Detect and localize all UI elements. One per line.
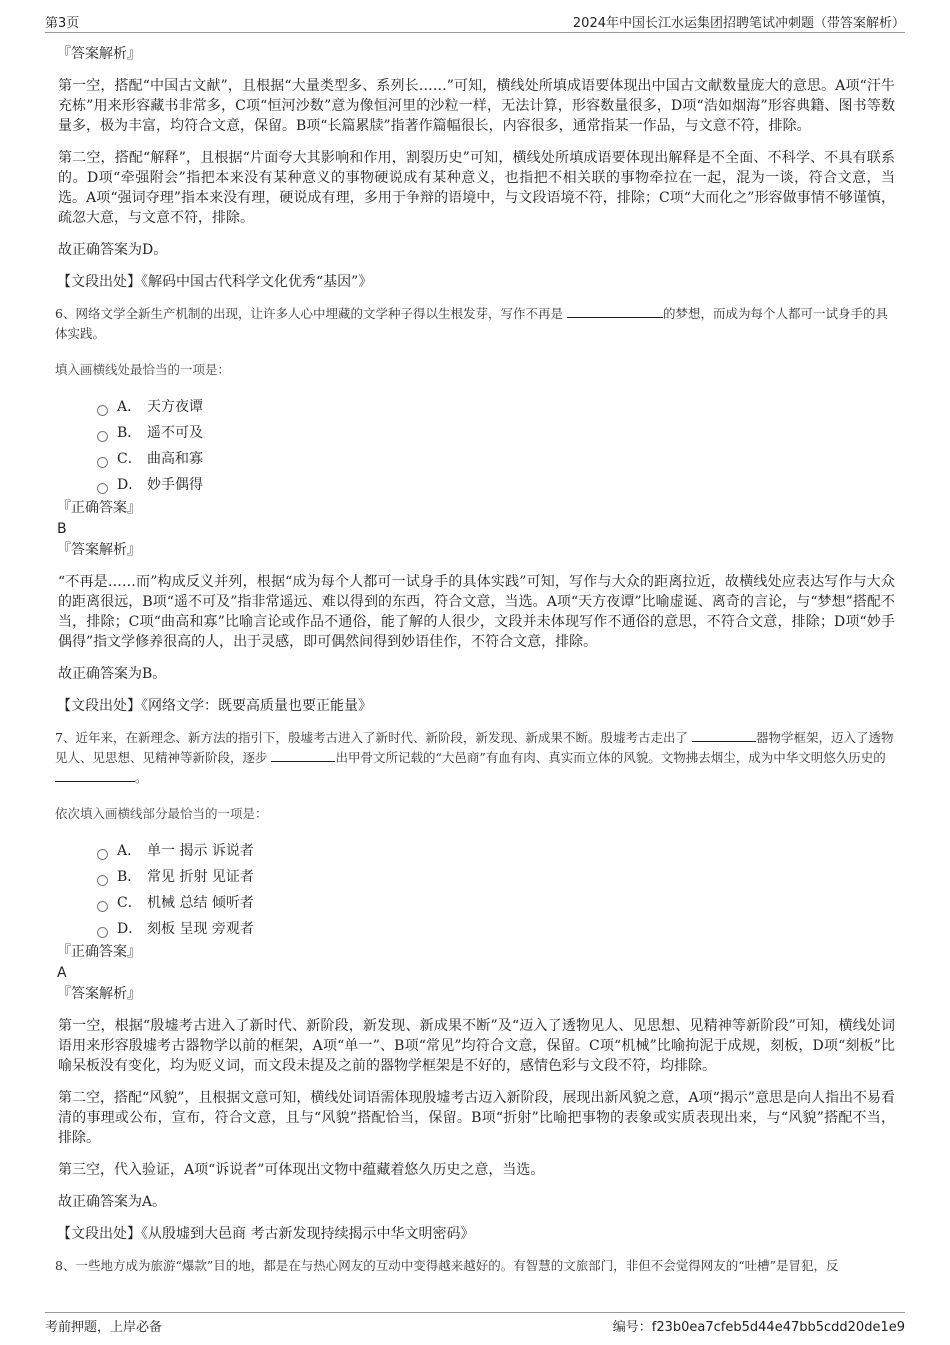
source-title: 《网络文学：既要高质量也要正能量》 (141, 698, 372, 714)
analysis-heading: 『答案解析』 (57, 986, 141, 1002)
radio-icon[interactable] (97, 901, 108, 912)
fill-blank (271, 749, 335, 762)
q7-option-a[interactable] (97, 838, 895, 864)
radio-icon[interactable] (97, 405, 108, 416)
option-text: 天方夜谭 (147, 399, 203, 415)
q7-stem-part: 。 (135, 770, 148, 785)
q6-stem-part: 6、网络文学全新生产机制的出现，让许多人心中埋藏的文学种子得以生根发芽，写作不再是 (55, 306, 567, 321)
q7-analysis-p1: 第一空，根据“殷墟考古进入了新时代、新阶段，新发现、新成果不断”及“迈入了透物见人、见思想、见精神等新阶段”可知，横线处词语用来形容殷墟考古器物学以前的框架，A项“单一”、B项“常见”均符合文意，保留。C项“机械”比喻拘泥于成规，刻板，D项“刻板”比喻呆板没有变化，均为贬义词，而文段未提及之前的器物学框架是不好的，感情色彩与文段不符，均排除。 (58, 1018, 895, 1074)
option-letter: A． (117, 399, 142, 415)
source-label: 【文段出处】 (57, 698, 141, 714)
q7-analysis-p2: 第二空，搭配“风貌”，且根据文意可知，横线处词语需体现殷墟考古迈入新阶段，展现出新风貌之意，A项“揭示”意思是向人指出不易看清的事理或公布，宣布，符合文意，且与“风貌”搭配恰当，保留。B项“折射”比喻把事物的表象或实质表现出来，与“风貌”搭配不当，排除。 (58, 1090, 895, 1146)
q7-answer: A (57, 965, 67, 981)
option-letter: D． (117, 921, 143, 937)
q6-option-c[interactable] (97, 446, 895, 472)
correct-answer-heading: 『正确答案』 (57, 944, 141, 960)
option-letter: C． (117, 451, 142, 467)
q6-stem-part: 的梦想，而成为每个人都可一试身手的具体实践。 (55, 306, 888, 341)
code-label: 编号： (612, 1320, 652, 1335)
source-title: 《解码中国古代科学文化优秀“基因”》 (141, 274, 373, 290)
analysis-heading: 『答案解析』 (57, 542, 141, 558)
q7-stem-part: 7、近年来，在新理念、新方法的指引下，殷墟考古进入了新时代、新阶段，新发现、新成果不断。殷墟考古走出了 (55, 730, 692, 745)
q5-conclusion: 故正确答案为D。 (58, 242, 168, 258)
option-text: 刻板 呈现 旁观者 (147, 921, 254, 937)
option-text: 曲高和寡 (147, 451, 203, 467)
radio-icon[interactable] (97, 849, 108, 860)
q6-options (97, 394, 895, 498)
q7-options (97, 838, 895, 942)
q5-source (57, 272, 895, 292)
q5-analysis-p2: 第二空，搭配“解释”，且根据“片面夸大其影响和作用，割裂历史”可知，横线处所填成语要体现出解释是不全面、不科学、不具有联系的。D项“牵强附会”指把本来没有某种意义的事物硬说成有某种意义，也指把不相关联的事物牵拉在一起，混为一谈，符合文意，当选。A项“强词夺理”指本来没有理，硬说成有理，多用于争辩的语境中，与文段语境不符，排除；C项“大而化之”形容做事情不够谨慎，疏忽大意，与文意不符，排除。 (58, 150, 895, 226)
q6-answer: B (57, 521, 67, 537)
page-footer (45, 1312, 905, 1335)
q7-analysis-p3: 第三空，代入验证，A项“诉说者”可体现出文物中蕴藏着悠久历史之意，当选。 (58, 1162, 545, 1178)
page-number: 第3页 (45, 16, 80, 31)
radio-icon[interactable] (97, 457, 108, 468)
fill-blank (692, 729, 756, 742)
option-letter: D． (117, 477, 143, 493)
document-code (613, 1316, 905, 1335)
option-text: 妙手偶得 (147, 477, 203, 493)
option-text: 遥不可及 (147, 425, 203, 441)
option-letter: A． (117, 843, 142, 859)
q7-stem-part: 出甲骨文所记载的“大邑商”有血有肉、真实而立体的风貌。文物拂去烟尘，成为中华文明悠久历史的 (335, 750, 886, 765)
option-text: 单一 揭示 诉说者 (147, 843, 254, 859)
q7-option-c[interactable] (97, 890, 895, 916)
option-letter: B． (117, 425, 142, 441)
q7-source (57, 1224, 895, 1244)
q7-stem (55, 728, 895, 788)
option-text: 常见 折射 见证者 (147, 869, 254, 885)
q6-conclusion: 故正确答案为B。 (58, 666, 167, 682)
radio-icon[interactable] (97, 927, 108, 938)
q6-analysis-p1: “不再是……而”构成反义并列，根据“成为每个人都可一试身手的具体实践”可知，写作与大众的距离拉近，故横线处应表达写作与大众的距离很远，B项“遥不可及”指非常遥远、难以得到的东西，符合文意，当选。A项“天方夜谭”比喻虚诞、离奇的言论，与“梦想”搭配不当，排除；C项“曲高和寡”比喻言论或作品不通俗，能了解的人很少，文段并未体现写作不通俗的意思，不符合文意，排除；D项“妙手偶得”指文学修养很高的人，出于灵感，即可偶然间得到妙语佳作，不符合文意，排除。 (58, 574, 895, 650)
option-text: 机械 总结 倾听者 (147, 895, 254, 911)
option-letter: B． (117, 869, 142, 885)
q6-option-d[interactable] (97, 472, 895, 498)
option-letter: C． (117, 895, 142, 911)
q6-stem (55, 304, 895, 344)
radio-icon[interactable] (97, 431, 108, 442)
fill-blank (567, 305, 663, 318)
q6-prompt: 填入画横线处最恰当的一项是： (55, 362, 231, 377)
source-label: 【文段出处】 (57, 1226, 141, 1242)
q7-option-d[interactable] (97, 916, 895, 942)
page-header (45, 12, 905, 33)
fill-blank (55, 769, 135, 782)
radio-icon[interactable] (97, 875, 108, 886)
q7-prompt: 依次填入画横线部分最恰当的一项是： (55, 806, 268, 821)
q6-source (57, 696, 895, 716)
q5-analysis-p1: 第一空，搭配“中国古文献”，且根据“大量类型多、系列长……”可知，横线处所填成语要体现出中国古文献数量庞大的意思。A项“汗牛充栋”用来形容藏书非常多，C项“恒河沙数”意为像恒河里的沙粒一样，无法计算，形容数量很多，D项“浩如烟海”形容典籍、图书等数量多，极为丰富，均符合文意，保留。B项“长篇累牍”指著作篇幅很长，内容很多，通常指某一作品，与文意不符，排除。 (58, 78, 895, 134)
q6-option-a[interactable] (97, 394, 895, 420)
footer-slogan: 考前押题，上岸必备 (45, 1320, 163, 1335)
correct-answer-heading: 『正确答案』 (57, 500, 141, 516)
radio-icon[interactable] (97, 483, 108, 494)
q6-option-b[interactable] (97, 420, 895, 446)
q8-stem: 8、一些地方成为旅游“爆款”目的地，都是在与热心网友的互动中变得越来越好的。有智慧的文旅部门，非但不会觉得网友的“吐槽”是冒犯，反 (55, 1258, 839, 1273)
document-body (55, 44, 895, 1276)
q7-option-b[interactable] (97, 864, 895, 890)
q7-stem-part: 器物学框架，迈入了透物见人、见思想、见精神等新阶段，逐步 (55, 730, 894, 765)
source-label: 【文段出处】 (57, 274, 141, 290)
q7-conclusion: 故正确答案为A。 (58, 1194, 167, 1210)
source-title: 《从殷墟到大邑商 考古新发现持续揭示中华文明密码》 (141, 1226, 475, 1242)
document-title: 2024年中国长江水运集团招聘笔试冲刺题（带答案解析） (572, 16, 905, 31)
analysis-heading: 『答案解析』 (57, 46, 141, 62)
code-value: f23b0ea7cfeb5d44e47bb5cdd20de1e9 (651, 1320, 905, 1335)
